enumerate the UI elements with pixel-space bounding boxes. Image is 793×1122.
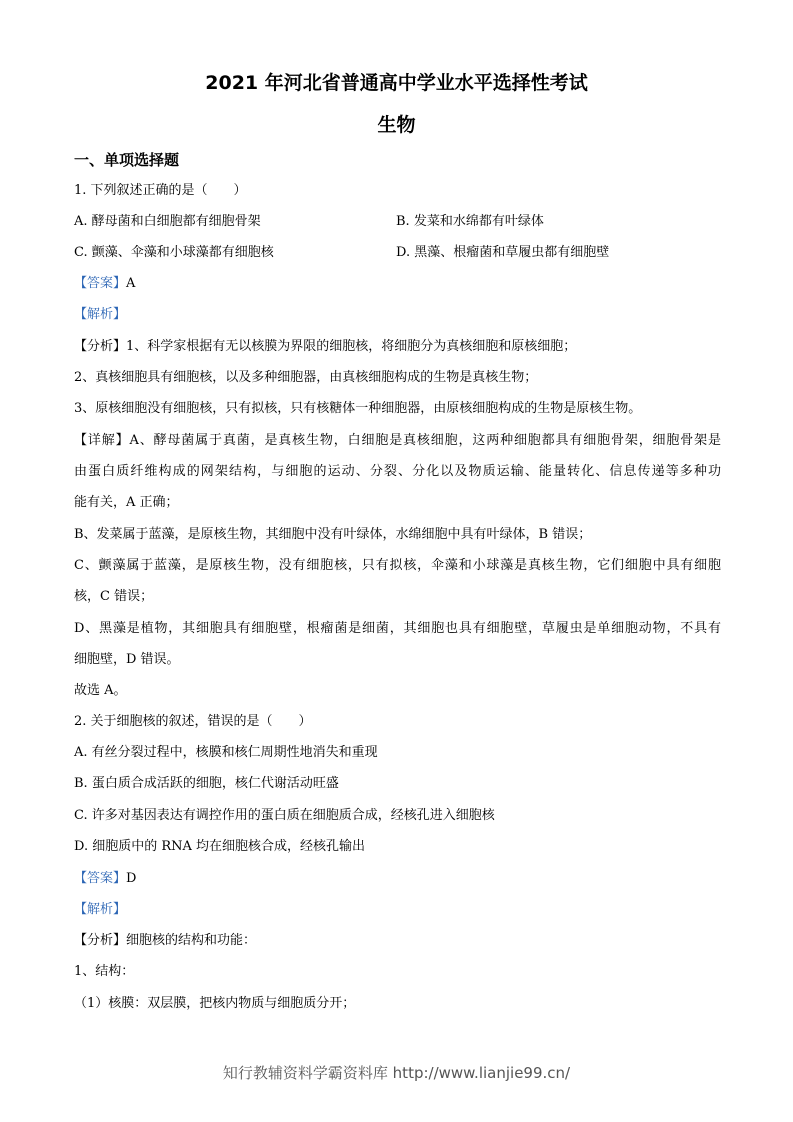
q2-answer [74,870,136,888]
q2-option-d: D. 细胞质中的 RNA 均在细胞核合成，经核孔输出 [74,839,366,854]
q1-option-d: D. 黑藻、根瘤菌和草履虫都有细胞壁 [396,245,610,260]
q2-analysis-tag: 【解析】 [74,902,127,917]
q2-option-c: C. 许多对基因表达有调控作用的蛋白质在细胞质合成，经核孔进入细胞核 [74,808,495,823]
q1-xiangjie-a-2: 由蛋白质纤维构成的网架结构，与细胞的运动、分裂、分化以及物质运输、能量转化、信息传递等多种功 [74,464,721,479]
q1-xiangjie-a-3: 能有关，A 正确； [74,495,179,510]
answer-value: D [126,871,137,886]
xiangjie-tag: 【详解】 [74,433,130,448]
q1-option-a: A. 酵母菌和白细胞都有细胞骨架 [74,214,261,229]
fenxi-text: 1、科学家根据有无以核膜为界限的细胞核，将细胞分为真核细胞和原核细胞； [126,339,577,354]
q1-xiangjie-c-1: C、颤藻属于蓝藻，是原核生物，没有细胞核，只有拟核，伞藻和小球藻是真核生物，它们细胞中具有细胞 [74,558,721,573]
q1-xiangjie-d-1: D、黑藻是植物，其细胞具有细胞壁，根瘤菌是细菌，其细胞也具有细胞壁，草履虫是单细胞动物，不具有 [74,621,721,636]
q1-xiangjie-c-2: 核，C 错误； [74,589,154,604]
page-subtitle: 生物 [377,114,416,136]
answer-tag: 【答案】 [74,871,127,886]
fenxi-tag: 【分析】 [74,933,127,948]
q2-point-1-1: （1）核膜：双层膜，把核内物质与细胞质分开； [74,996,356,1011]
q1-xiangjie-a-1 [74,432,721,450]
q2-option-a: A. 有丝分裂过程中，核膜和核仁周期性地消失和重现 [74,745,378,760]
xiangjie-text: A、酵母菌属于真菌，是真核生物，白细胞是真核细胞，这两种细胞都具有细胞骨架，细胞骨架是 [129,433,721,448]
q1-stem: 1. 下列叙述正确的是（ ） [74,183,247,198]
fenxi-text: 细胞核的结构和功能： [126,933,257,948]
page-title: 2021 年河北省普通高中学业水平选择性考试 [205,72,588,94]
q1-fenxi-2: 2、真核细胞具有细胞核，以及多种细胞器，由真核细胞构成的生物是真核生物； [74,370,538,385]
q2-point-1: 1、结构： [74,964,135,979]
q1-conclusion: 故选 A。 [74,683,127,698]
section-heading: 一、单项选择题 [74,151,180,169]
q1-answer [74,275,135,293]
page-footer: 知行教辅资料学霸资料库 http://www.lianjie99.cn/ [222,1064,571,1082]
q1-option-b: B. 发菜和水绵都有叶绿体 [396,214,544,229]
q1-fenxi-1 [74,338,576,356]
q1-xiangjie-d-2: 细胞壁，D 错误。 [74,652,180,667]
fenxi-tag: 【分析】 [74,339,127,354]
q2-fenxi [74,932,256,950]
q1-analysis-tag: 【解析】 [74,307,127,322]
answer-value: A [126,276,136,291]
q1-xiangjie-b: B、发菜属于蓝藻，是原核生物，其细胞中没有叶绿体，水绵细胞中具有叶绿体，B 错误； [74,527,592,542]
answer-tag: 【答案】 [74,276,127,291]
q2-option-b: B. 蛋白质合成活跃的细胞，核仁代谢活动旺盛 [74,776,339,791]
q1-fenxi-3: 3、原核细胞没有细胞核，只有拟核，只有核糖体一种细胞器，由原核细胞构成的生物是原核生物。 [74,401,642,416]
q2-stem: 2. 关于细胞核的叙述，错误的是（ ） [74,714,312,729]
q1-option-c: C. 颤藻、伞藻和小球藻都有细胞核 [74,245,274,260]
